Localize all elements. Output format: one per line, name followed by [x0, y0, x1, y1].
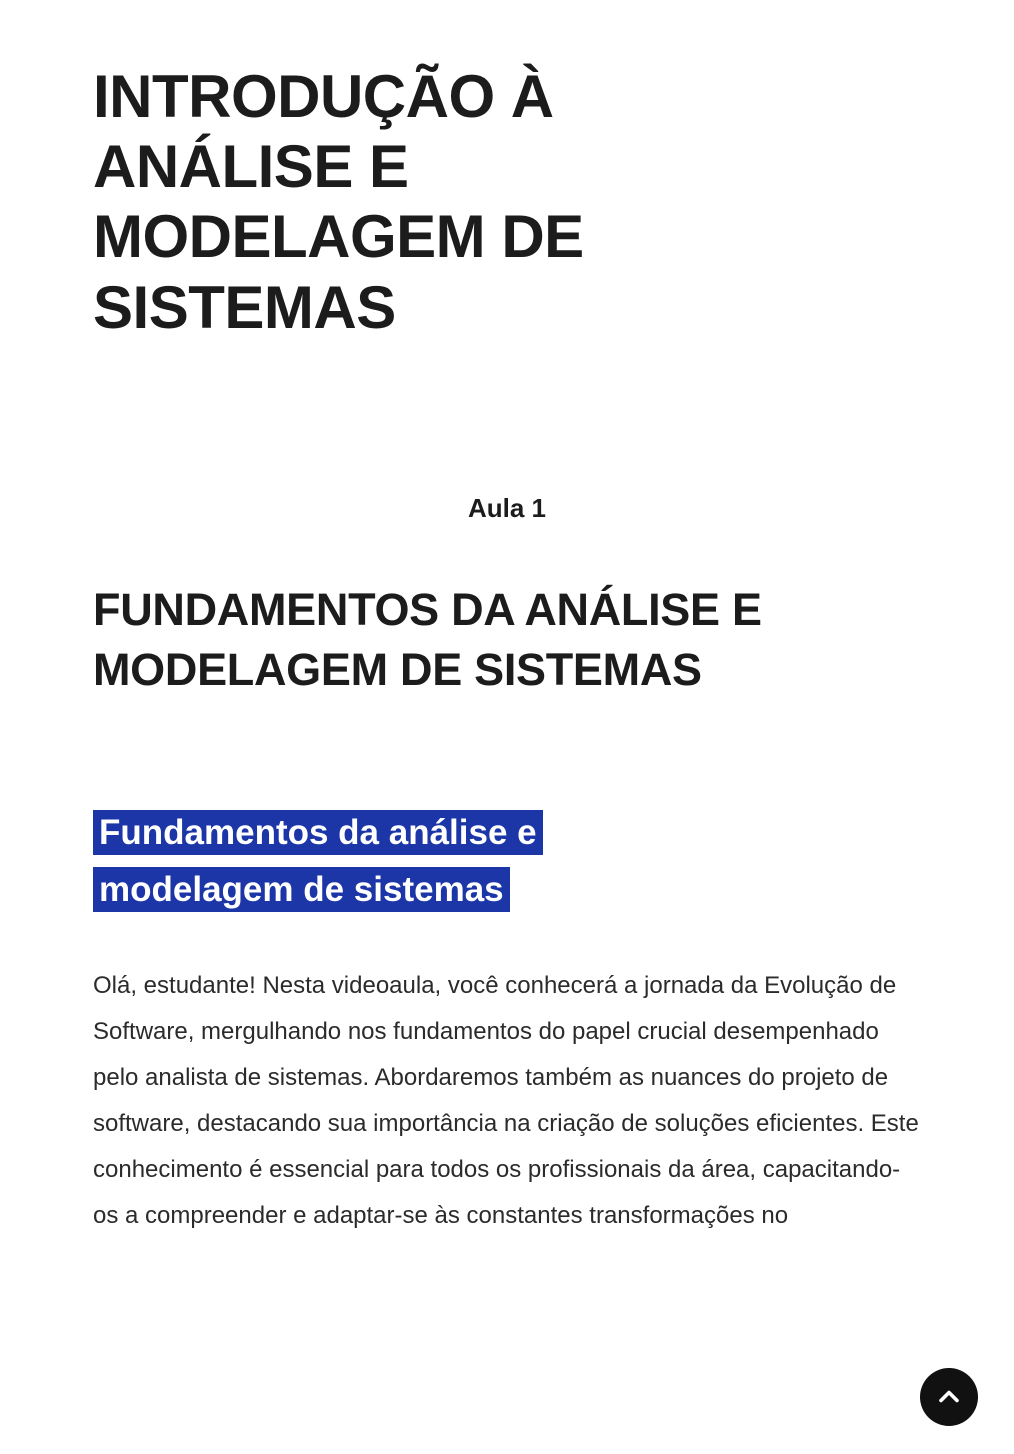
section-title: FUNDAMENTOS DA ANÁLISE E MODELAGEM DE SISTEMAS	[93, 583, 762, 695]
scroll-to-top-button[interactable]	[920, 1368, 978, 1426]
document-content	[93, 0, 921, 1239]
page-title: INTRODUÇÃO À ANÁLISE E MODELAGEM DE SISTEMAS	[93, 63, 584, 341]
lesson-label: Aula 1	[467, 492, 547, 523]
highlighted-heading-text: Fundamentos da análise e modelagem de sistemas	[93, 810, 543, 912]
body-paragraph: Olá, estudante! Nesta videoaula, você conhecerá a jornada da Evolução de Software, mergulhando nos fundamentos do papel crucial desempenhado pelo analista de sistemas. Abordaremos também as nuances do projeto de software, destacando sua importância na criação de soluções eficientes. Este conhecimento é essencial para todos os profissionais da área, capacitando-os a compreender e adaptar-se às constantes transformações no	[93, 971, 919, 1230]
highlighted-heading	[93, 699, 733, 918]
chevron-up-icon	[934, 1382, 964, 1412]
